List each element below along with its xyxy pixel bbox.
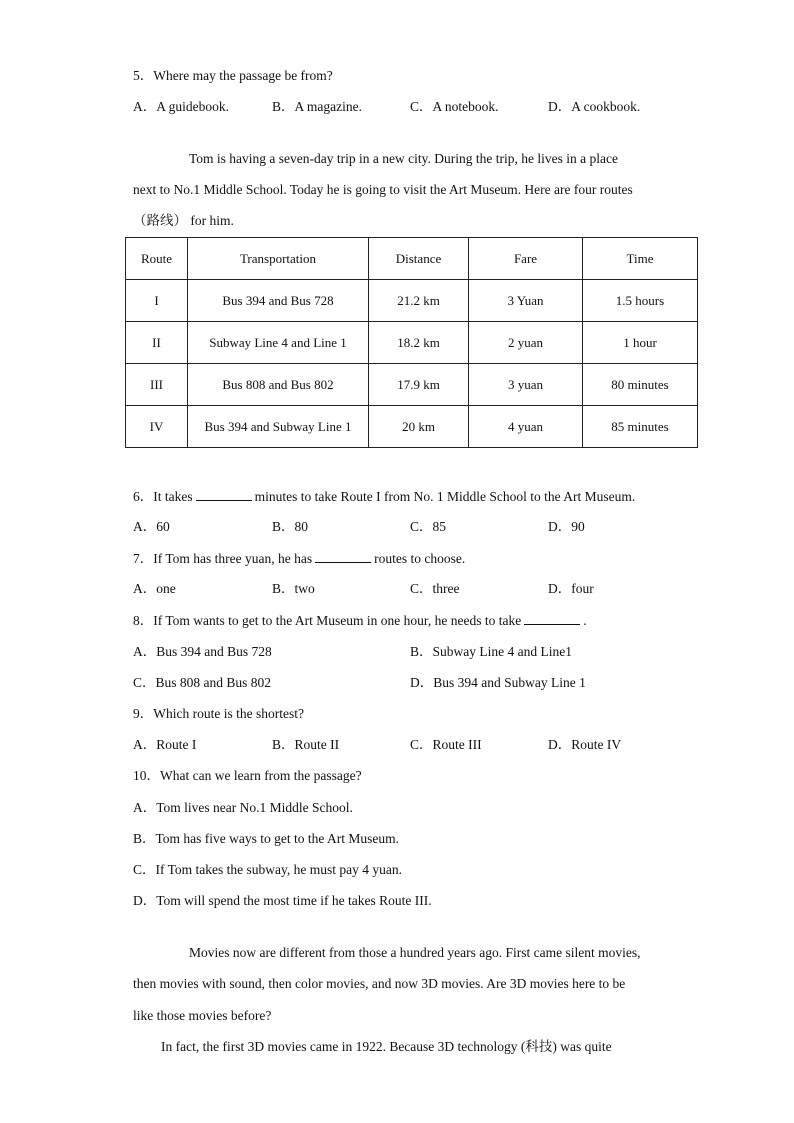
table-header-cell: Route (126, 238, 188, 280)
q9-option-a: A．Route I (133, 737, 197, 752)
table-header-cell: Fare (469, 238, 583, 280)
q7-text-after: routes to choose. (374, 551, 466, 566)
passage3-line-4: In fact, the first 3D movies came in 1922. Because 3D technology (科技) was quite (161, 1039, 612, 1054)
q6-text-before: 6．It takes (133, 489, 193, 504)
passage3-line-2: then movies with sound, then color movies, and now 3D movies. Are 3D movies here to be (133, 976, 626, 991)
q5-question: 5．Where may the passage be from? (133, 68, 333, 83)
q7-option-b: B．two (272, 581, 315, 596)
answer-blank (315, 549, 371, 563)
table-cell: Bus 808 and Bus 802 (188, 364, 369, 406)
table-cell: III (126, 364, 188, 406)
q9-option-b: B．Route II (272, 737, 340, 752)
passage2-line-3: （路线） for him. (133, 213, 234, 228)
table-cell: 3 Yuan (469, 280, 583, 322)
q9-question: 9．Which route is the shortest? (133, 706, 304, 721)
q7-option-c: C．three (410, 581, 460, 596)
passage3-line-1: Movies now are different from those a hundred years ago. First came silent movies, (189, 945, 641, 960)
table-header-row (126, 238, 698, 280)
table-cell: 4 yuan (469, 406, 583, 448)
passage2-line-2: next to No.1 Middle School. Today he is going to visit the Art Museum. Here are four routes (133, 182, 633, 197)
table-header-cell: Time (583, 238, 698, 280)
routes-table (125, 237, 698, 448)
passage2-line-1: Tom is having a seven-day trip in a new city. During the trip, he lives in a place (189, 151, 618, 166)
table-cell: 20 km (369, 406, 469, 448)
q5-option-d: D．A cookbook. (548, 99, 641, 114)
table-cell: IV (126, 406, 188, 448)
q6-text-after: minutes to take Route I from No. 1 Middle School to the Art Museum. (254, 489, 636, 504)
table-cell: 17.9 km (369, 364, 469, 406)
table-row (126, 406, 698, 448)
table-cell: Bus 394 and Subway Line 1 (188, 406, 369, 448)
table-cell: Bus 394 and Bus 728 (188, 280, 369, 322)
q8-option-a: A．Bus 394 and Bus 728 (133, 644, 272, 659)
table-cell: I (126, 280, 188, 322)
table-header-cell: Distance (369, 238, 469, 280)
q10-question: 10．What can we learn from the passage? (133, 768, 362, 783)
answer-blank (196, 487, 252, 501)
q6-option-b: B．80 (272, 519, 309, 534)
table-cell: 3 yuan (469, 364, 583, 406)
q7-text-before: 7．If Tom has three yuan, he has (133, 551, 313, 566)
q8-question (133, 611, 587, 630)
q10-option-d: D．Tom will spend the most time if he takes Route III. (133, 893, 432, 908)
q7-question (133, 549, 465, 568)
q9-option-d: D．Route IV (548, 737, 622, 752)
q10-option-c: C．If Tom takes the subway, he must pay 4 yuan. (133, 862, 403, 877)
q6-option-d: D．90 (548, 519, 585, 534)
q8-text-after: . (583, 613, 587, 628)
table-cell: 80 minutes (583, 364, 698, 406)
q7-option-a: A．one (133, 581, 176, 596)
table-cell: Subway Line 4 and Line 1 (188, 322, 369, 364)
passage3-line-3: like those movies before? (133, 1008, 272, 1023)
table-cell: 18.2 km (369, 322, 469, 364)
table-cell: 21.2 km (369, 280, 469, 322)
table-cell: 1 hour (583, 322, 698, 364)
q8-text-before: 8．If Tom wants to get to the Art Museum in one hour, he needs to take (133, 613, 522, 628)
table-row (126, 364, 698, 406)
q5-option-b: B．A magazine. (272, 99, 362, 114)
q6-option-c: C．85 (410, 519, 447, 534)
table-row (126, 280, 698, 322)
table-cell: 1.5 hours (583, 280, 698, 322)
q8-option-d: D．Bus 394 and Subway Line 1 (410, 675, 586, 690)
table-cell: 85 minutes (583, 406, 698, 448)
q10-option-a: A．Tom lives near No.1 Middle School. (133, 800, 353, 815)
q7-option-d: D．four (548, 581, 594, 596)
q5-option-c: C．A notebook. (410, 99, 499, 114)
q6-option-a: A．60 (133, 519, 170, 534)
table-cell: II (126, 322, 188, 364)
q8-option-b: B．Subway Line 4 and Line1 (410, 644, 572, 659)
table-row (126, 322, 698, 364)
q6-question (133, 487, 635, 506)
q8-option-c: C．Bus 808 and Bus 802 (133, 675, 272, 690)
table-cell: 2 yuan (469, 322, 583, 364)
q10-option-b: B．Tom has five ways to get to the Art Museum. (133, 831, 400, 846)
q9-option-c: C．Route III (410, 737, 482, 752)
table-header-cell: Transportation (188, 238, 369, 280)
answer-blank (524, 611, 580, 625)
q5-option-a: A．A guidebook. (133, 99, 229, 114)
